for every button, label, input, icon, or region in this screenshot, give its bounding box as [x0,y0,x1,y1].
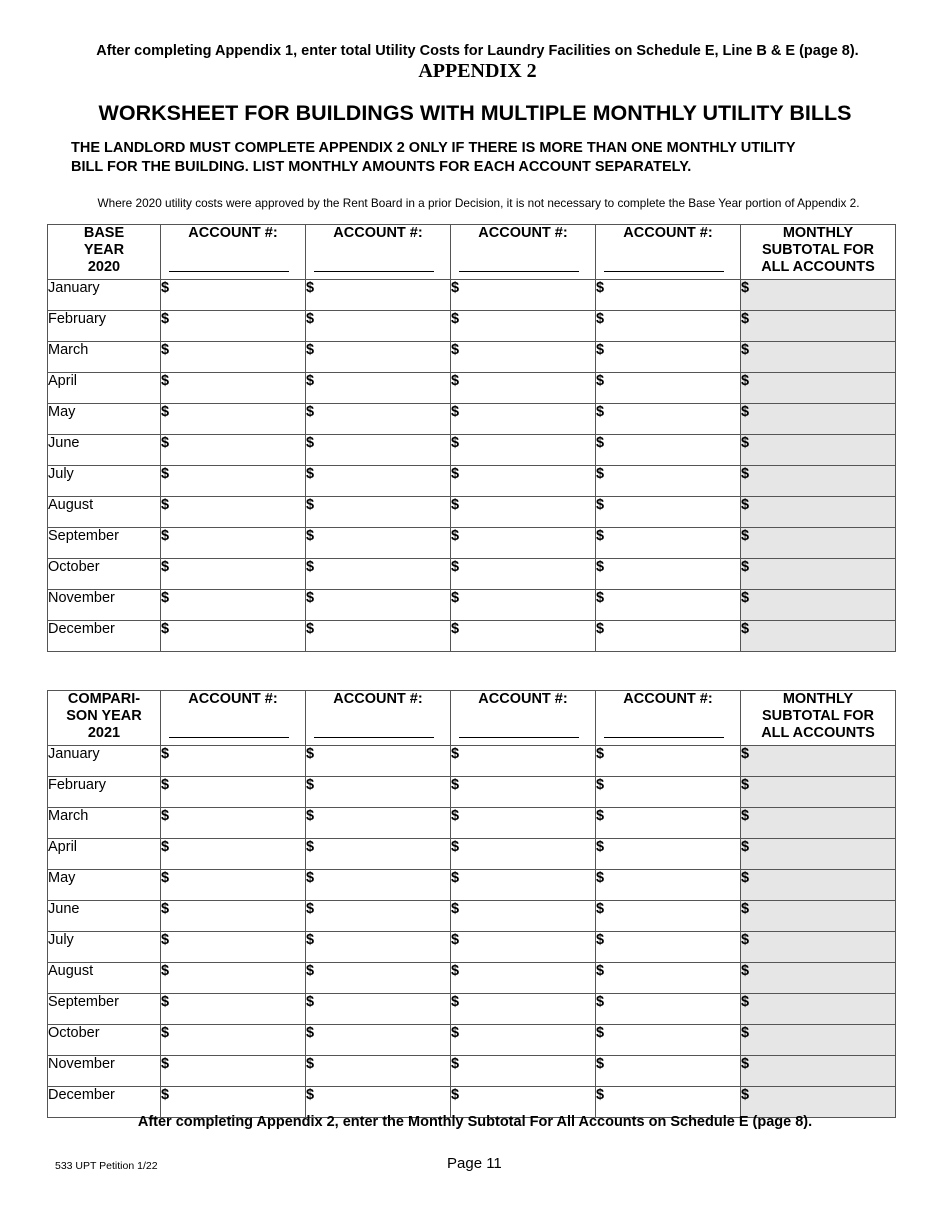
account-1-amount-field[interactable]: $ [161,808,306,839]
account-2-amount-field[interactable]: $ [306,963,451,994]
account-4-amount-field[interactable]: $ [596,901,741,932]
monthly-subtotal-field[interactable]: $ [741,311,896,342]
table-row [48,342,896,373]
account-3-amount-field[interactable]: $ [451,559,596,590]
account-2-amount-field[interactable]: $ [306,1025,451,1056]
account-3-amount-field[interactable]: $ [451,808,596,839]
year-header-line3: 2020 [87,259,121,275]
account-4-amount-field[interactable]: $ [596,466,741,497]
table-row [48,901,896,932]
monthly-subtotal-field[interactable]: $ [741,870,896,901]
worksheet-title: WORKSHEET FOR BUILDINGS WITH MULTIPLE MONTHLY UTILITY BILLS [98,101,852,125]
account-header-4 [596,691,741,746]
table-row [48,1056,896,1087]
account-1-amount-field[interactable]: $ [161,311,306,342]
month-label: July [48,932,161,963]
year-header-line2: YEAR [83,242,125,258]
account-2-amount-field[interactable]: $ [306,870,451,901]
table-row [48,777,896,808]
month-label: September [48,994,161,1025]
account-3-amount-field[interactable]: $ [451,932,596,963]
monthly-subtotal-field[interactable]: $ [741,746,896,777]
account-4-amount-field[interactable]: $ [596,497,741,528]
month-label: January [48,280,161,311]
account-label: ACCOUNT #: [188,691,278,707]
account-1-amount-field[interactable]: $ [161,280,306,311]
account-3-amount-field[interactable]: $ [451,777,596,808]
account-3-amount-field[interactable]: $ [451,280,596,311]
subtotal-header-line: MONTHLY [782,691,854,707]
account-header-1 [161,691,306,746]
monthly-subtotal-field[interactable]: $ [741,528,896,559]
monthly-subtotal-field[interactable]: $ [741,1025,896,1056]
account-number-field[interactable] [314,271,434,272]
instruction-line-1: THE LANDLORD MUST COMPLETE APPENDIX 2 ONLY IF THERE IS MORE THAN ONE MONTHLY UTILITY [71,140,796,156]
account-number-field[interactable] [169,737,289,738]
account-2-amount-field[interactable]: $ [306,994,451,1025]
month-label: June [48,435,161,466]
account-1-amount-field[interactable]: $ [161,466,306,497]
account-1-amount-field[interactable]: $ [161,1087,306,1118]
table-row [48,1025,896,1056]
account-2-amount-field[interactable]: $ [306,901,451,932]
account-2-amount-field[interactable]: $ [306,559,451,590]
account-1-amount-field[interactable]: $ [161,963,306,994]
month-label: November [48,1056,161,1087]
account-2-amount-field[interactable]: $ [306,1056,451,1087]
subtotal-header-line: SUBTOTAL FOR [762,708,874,724]
subtotal-header [741,691,896,746]
account-1-amount-field[interactable]: $ [161,777,306,808]
account-3-amount-field[interactable]: $ [451,901,596,932]
account-number-field[interactable] [169,271,289,272]
base-year-note: Where 2020 utility costs were approved by the Rent Board in a prior Decision, it is not necessary to complete the Base Year portion of Appendix 2. [97,196,860,210]
account-label: ACCOUNT #: [333,225,423,241]
subtotal-header-line: ALL ACCOUNTS [761,725,875,741]
account-label: ACCOUNT #: [623,691,713,707]
monthly-subtotal-field[interactable]: $ [741,839,896,870]
monthly-subtotal-field[interactable]: $ [741,466,896,497]
year-header-line1: BASE [83,225,125,241]
monthly-subtotal-field[interactable]: $ [741,1087,896,1118]
account-4-amount-field[interactable]: $ [596,342,741,373]
base-year-table [47,224,896,652]
month-label: March [48,808,161,839]
account-2-amount-field[interactable]: $ [306,342,451,373]
monthly-subtotal-field[interactable]: $ [741,994,896,1025]
laundry-instruction-note: After completing Appendix 1, enter total Utility Costs for Laundry Facilities on Schedule E, Line B & E (page 8). [96,43,859,59]
table-row [48,559,896,590]
year-header [48,225,161,280]
table-row [48,746,896,777]
account-4-amount-field[interactable]: $ [596,590,741,621]
account-3-amount-field[interactable]: $ [451,1056,596,1087]
account-3-amount-field[interactable]: $ [451,435,596,466]
monthly-subtotal-field[interactable]: $ [741,280,896,311]
account-3-amount-field[interactable]: $ [451,746,596,777]
account-1-amount-field[interactable]: $ [161,435,306,466]
month-label: February [48,777,161,808]
account-4-amount-field[interactable]: $ [596,963,741,994]
month-label: July [48,466,161,497]
account-2-amount-field[interactable]: $ [306,621,451,652]
account-1-amount-field[interactable]: $ [161,746,306,777]
monthly-subtotal-field[interactable]: $ [741,963,896,994]
account-2-amount-field[interactable]: $ [306,777,451,808]
header-row [48,225,896,280]
account-1-amount-field[interactable]: $ [161,373,306,404]
monthly-subtotal-field[interactable]: $ [741,373,896,404]
account-1-amount-field[interactable]: $ [161,932,306,963]
account-1-amount-field[interactable]: $ [161,1056,306,1087]
subtotal-header [741,225,896,280]
month-label: September [48,528,161,559]
account-2-amount-field[interactable]: $ [306,373,451,404]
account-3-amount-field[interactable]: $ [451,466,596,497]
account-3-amount-field[interactable]: $ [451,839,596,870]
account-header-3 [451,691,596,746]
monthly-subtotal-field[interactable]: $ [741,559,896,590]
table-row [48,1087,896,1118]
account-number-field[interactable] [604,737,724,738]
account-header-2 [306,225,451,280]
monthly-subtotal-field[interactable]: $ [741,932,896,963]
table-row [48,497,896,528]
account-4-amount-field[interactable]: $ [596,621,741,652]
account-4-amount-field[interactable]: $ [596,932,741,963]
month-label: April [48,839,161,870]
account-4-amount-field[interactable]: $ [596,373,741,404]
subtotal-header-line: ALL ACCOUNTS [761,259,875,275]
account-1-amount-field[interactable]: $ [161,590,306,621]
account-1-amount-field[interactable]: $ [161,839,306,870]
account-header-2 [306,691,451,746]
account-4-amount-field[interactable]: $ [596,404,741,435]
month-label: January [48,746,161,777]
table-row [48,994,896,1025]
account-3-amount-field[interactable]: $ [451,1025,596,1056]
account-2-amount-field[interactable]: $ [306,746,451,777]
account-1-amount-field[interactable]: $ [161,870,306,901]
monthly-subtotal-field[interactable]: $ [741,777,896,808]
monthly-subtotal-field[interactable]: $ [741,404,896,435]
table-row [48,466,896,497]
account-4-amount-field[interactable]: $ [596,777,741,808]
month-label: June [48,901,161,932]
account-4-amount-field[interactable]: $ [596,528,741,559]
subtotal-header-line: MONTHLY [782,225,854,241]
month-label: August [48,497,161,528]
account-number-field[interactable] [459,737,579,738]
form-id: 533 UPT Petition 1/22 [55,1160,158,1172]
account-4-amount-field[interactable]: $ [596,870,741,901]
account-3-amount-field[interactable]: $ [451,311,596,342]
month-label: August [48,963,161,994]
account-3-amount-field[interactable]: $ [451,1087,596,1118]
account-4-amount-field[interactable]: $ [596,435,741,466]
account-label: ACCOUNT #: [333,691,423,707]
account-3-amount-field[interactable]: $ [451,994,596,1025]
subtotal-header-line: SUBTOTAL FOR [762,242,874,258]
account-2-amount-field[interactable]: $ [306,590,451,621]
account-label: ACCOUNT #: [623,225,713,241]
account-1-amount-field[interactable]: $ [161,559,306,590]
account-1-amount-field[interactable]: $ [161,621,306,652]
account-header-4 [596,225,741,280]
year-header [48,691,161,746]
table-row [48,621,896,652]
account-1-amount-field[interactable]: $ [161,901,306,932]
month-label: October [48,1025,161,1056]
account-header-3 [451,225,596,280]
account-label: ACCOUNT #: [478,691,568,707]
table-row [48,280,896,311]
table-row [48,839,896,870]
account-4-amount-field[interactable]: $ [596,994,741,1025]
account-2-amount-field[interactable]: $ [306,435,451,466]
account-3-amount-field[interactable]: $ [451,621,596,652]
subtotal-instruction-note: After completing Appendix 2, enter the Monthly Subtotal For All Accounts on Schedule E (page 8). [137,1114,813,1130]
comparison-year-table [47,690,896,1118]
account-2-amount-field[interactable]: $ [306,808,451,839]
year-header-line1: COMPARI- [67,691,141,707]
year-header-line2: SON YEAR [66,708,142,724]
monthly-subtotal-field[interactable]: $ [741,497,896,528]
monthly-subtotal-field[interactable]: $ [741,435,896,466]
account-3-amount-field[interactable]: $ [451,963,596,994]
month-label: May [48,870,161,901]
account-label: ACCOUNT #: [478,225,568,241]
account-header-1 [161,225,306,280]
table-row [48,373,896,404]
account-number-field[interactable] [604,271,724,272]
page-number: Page 11 [447,1155,502,1172]
year-header-line3: 2021 [87,725,121,741]
account-3-amount-field[interactable]: $ [451,590,596,621]
table-row [48,590,896,621]
account-2-amount-field[interactable]: $ [306,311,451,342]
account-1-amount-field[interactable]: $ [161,497,306,528]
month-label: March [48,342,161,373]
account-1-amount-field[interactable]: $ [161,1025,306,1056]
account-4-amount-field[interactable]: $ [596,839,741,870]
account-2-amount-field[interactable]: $ [306,1087,451,1118]
table-row [48,435,896,466]
account-4-amount-field[interactable]: $ [596,1025,741,1056]
account-3-amount-field[interactable]: $ [451,528,596,559]
account-1-amount-field[interactable]: $ [161,528,306,559]
table-row [48,963,896,994]
account-3-amount-field[interactable]: $ [451,870,596,901]
account-number-field[interactable] [314,737,434,738]
month-label: February [48,311,161,342]
table-row [48,311,896,342]
account-3-amount-field[interactable]: $ [451,497,596,528]
monthly-subtotal-field[interactable]: $ [741,1056,896,1087]
account-label: ACCOUNT #: [188,225,278,241]
account-4-amount-field[interactable]: $ [596,280,741,311]
monthly-subtotal-field[interactable]: $ [741,808,896,839]
account-number-field[interactable] [459,271,579,272]
monthly-subtotal-field[interactable]: $ [741,590,896,621]
account-4-amount-field[interactable]: $ [596,1087,741,1118]
table-row [48,870,896,901]
monthly-subtotal-field[interactable]: $ [741,342,896,373]
table-row [48,528,896,559]
table-row [48,932,896,963]
account-3-amount-field[interactable]: $ [451,404,596,435]
month-label: May [48,404,161,435]
landlord-instructions [71,139,901,177]
account-1-amount-field[interactable]: $ [161,994,306,1025]
table-row [48,404,896,435]
header-row [48,691,896,746]
account-2-amount-field[interactable]: $ [306,528,451,559]
account-3-amount-field[interactable]: $ [451,373,596,404]
appendix-title: APPENDIX 2 [418,60,537,82]
account-2-amount-field[interactable]: $ [306,497,451,528]
month-label: November [48,590,161,621]
monthly-subtotal-field[interactable]: $ [741,621,896,652]
account-2-amount-field[interactable]: $ [306,932,451,963]
month-label: October [48,559,161,590]
account-4-amount-field[interactable]: $ [596,808,741,839]
account-1-amount-field[interactable]: $ [161,342,306,373]
table-row [48,808,896,839]
month-label: December [48,621,161,652]
instruction-line-2: BILL FOR THE BUILDING. LIST MONTHLY AMOUNTS FOR EACH ACCOUNT SEPARATELY. [71,159,692,175]
account-2-amount-field[interactable]: $ [306,839,451,870]
month-label: April [48,373,161,404]
account-2-amount-field[interactable]: $ [306,404,451,435]
account-1-amount-field[interactable]: $ [161,404,306,435]
monthly-subtotal-field[interactable]: $ [741,901,896,932]
account-2-amount-field[interactable]: $ [306,280,451,311]
account-4-amount-field[interactable]: $ [596,559,741,590]
account-3-amount-field[interactable]: $ [451,342,596,373]
account-4-amount-field[interactable]: $ [596,746,741,777]
account-4-amount-field[interactable]: $ [596,1056,741,1087]
account-4-amount-field[interactable]: $ [596,311,741,342]
month-label: December [48,1087,161,1118]
account-2-amount-field[interactable]: $ [306,466,451,497]
